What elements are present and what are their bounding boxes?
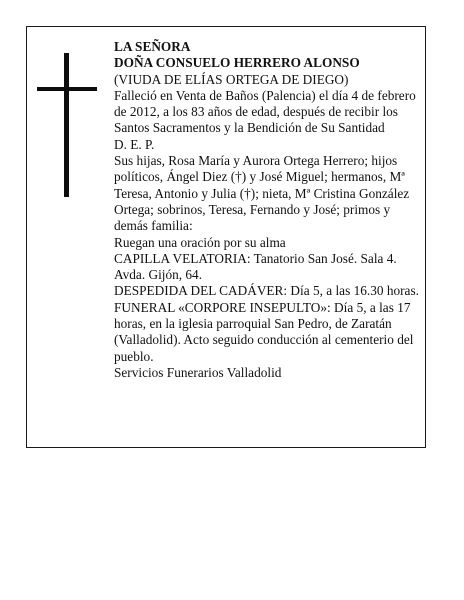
death-info: Falleció en Venta de Baños (Palencia) el día 4 de febrero de 2012, a los 83 años de edad, después de recibir los Santos Sacramentos y la Bendición de Su Santidad (114, 87, 416, 136)
notice-title: LA SEÑORA (114, 39, 191, 54)
funeral-services: Servicios Funerarios Valladolid (114, 364, 282, 380)
dep-line: D. E. P. (114, 136, 155, 152)
deceased-name: DOÑA CONSUELO HERRERO ALONSO (114, 55, 360, 71)
prayer-request: Ruegan una oración por su alma (114, 234, 286, 250)
cross-vertical-bar (64, 53, 69, 197)
funeral-info: FUNERAL «CORPORE INSEPULTO»: Día 5, a las 17 horas, en la iglesia parroquial San Pedro, de Zaratán (Valladolid). Acto seguido conducción al cementerio del pueblo. (114, 299, 414, 364)
farewell-info: DESPEDIDA DEL CADÁVER: Día 5, a las 16.30 horas. (114, 283, 419, 299)
widow-of-line: (VIUDA DE ELÍAS ORTEGA DE DIEGO) (114, 71, 349, 87)
wake-chapel-info: CAPILLA VELATORIA: Tanatorio San José. Sala 4. Avda. Gijón, 64. (114, 250, 397, 283)
cross-horizontal-bar (37, 87, 97, 91)
family-list: Sus hijas, Rosa María y Aurora Ortega Herrero; hijos políticos, Ángel Diez (†) y José Miguel; hermanos, Mª Teresa, Antonio y Julia (†); nieta, Mª Cristina González Ortega; sobrinos, Teresa, Fernando y José; primos y demás familia: (114, 153, 410, 234)
obituary-text (114, 39, 424, 381)
latin-cross-icon (37, 53, 97, 197)
